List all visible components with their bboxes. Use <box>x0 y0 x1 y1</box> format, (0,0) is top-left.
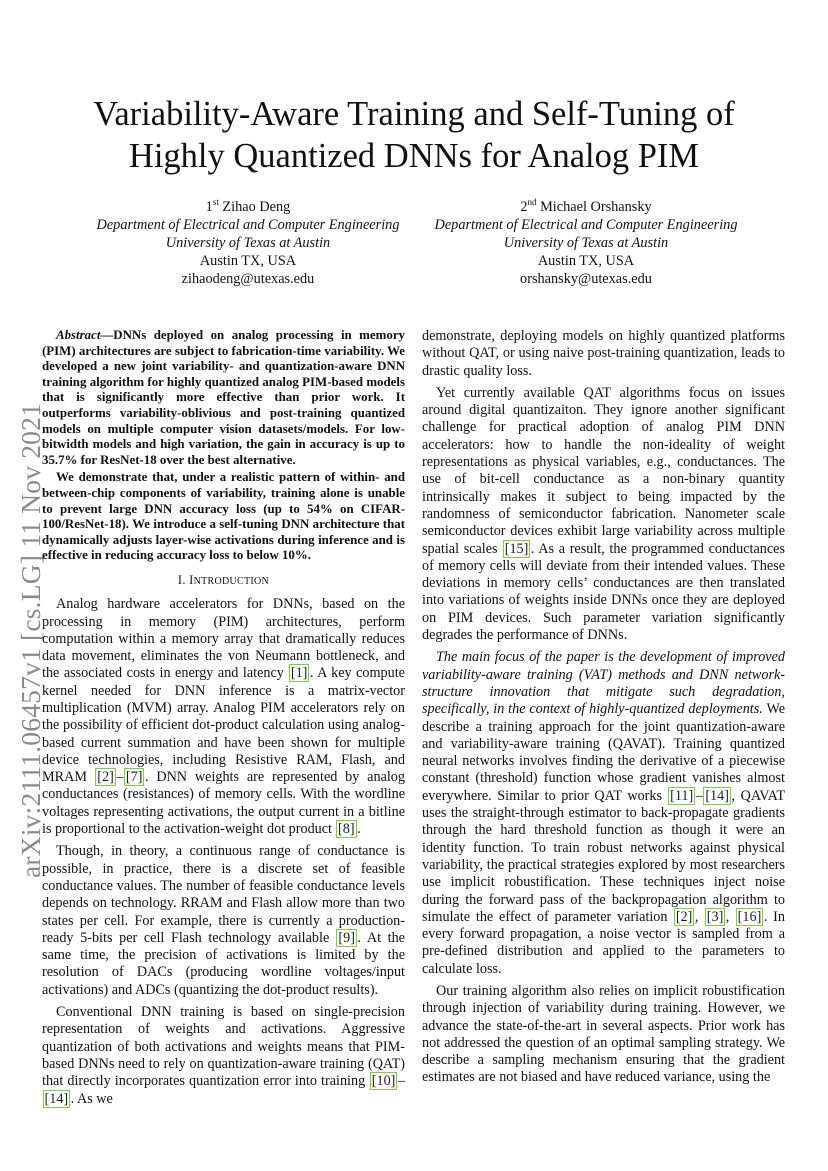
section-heading-introduction <box>42 572 405 590</box>
abstract <box>42 328 405 564</box>
citation-link[interactable]: [7] <box>125 769 143 786</box>
section-number: I. I <box>177 572 194 587</box>
author-ordinal-suffix: st <box>212 197 219 207</box>
abstract-paragraph-2: We demonstrate that, under a realistic pattern of within- and between-chip components of variability, training alone is unable to prevent large DNN accuracy loss (up to 54% on CIFAR-100/ResNet-18). We introduce a self-tuning DNN architecture that dynamically adjusts layer-wise activations during inference and is effective in reducing accuracy loss to below 10%. <box>42 470 405 563</box>
paragraph-text: – <box>397 1073 405 1090</box>
focus-continuation <box>422 701 785 976</box>
paragraph-text: , <box>725 908 736 925</box>
title-line-1: Variability-Aware Training and Self-Tuning of <box>93 95 735 133</box>
paragraph-text: Conventional DNN training is based on single-precision representation of weights and activations. Aggressive quantization of both activations and weights means that PIM-based DNNs need to rely on quantization-aware training (QAT) that directly incorporates quantization error into training <box>42 1004 405 1090</box>
author-ordinal: 2 <box>520 198 528 215</box>
paragraph-text: . In every forward propagation, a noise vector is sampled from a pre-defined distribution and applied to the parameters to calculate loss. <box>422 908 786 977</box>
citation-link[interactable]: [9] <box>338 929 355 946</box>
right-paragraph-3: Our training algorithm also relies on implicit robustification through injection of variability during training. However, we advance the state-of-the-art in several aspects. Prior work has not addressed the question of an optimal sampling strategy. We describe a sampling mechanism ensuring that the gradient estimates are not biased and have reduced variance, using the <box>422 982 785 1086</box>
paragraph-text: Though, in theory, a continuous range of conductance is possible, in practice, there is a discrete set of feasible conductance values. The number of feasible conductance levels depends on technology. RRAM and Flash allow more than two states per cell. For example, there is currently a production-ready 5-bits per cell Flash technology available <box>42 843 405 946</box>
author-name-text: Zihao Deng <box>218 198 291 215</box>
citation-link[interactable]: [3] <box>706 908 724 925</box>
citation-link[interactable]: [15] <box>504 540 529 557</box>
paragraph-text: . At the same time, the precision of activations is limited by the resolution of DACs (producing wordline voltages/input activations) and ADCs (quantizing the dot-product results). <box>42 929 405 998</box>
paragraph-text: . <box>357 821 361 838</box>
citation-link[interactable]: [10] <box>371 1073 396 1090</box>
paragraph-text: – <box>116 769 124 786</box>
right-column <box>422 328 785 1087</box>
author-city: Austin TX, USA <box>199 253 297 270</box>
citation-link[interactable]: [8] <box>338 821 355 838</box>
title-line-2: Highly Quantized DNNs for Analog PIM <box>128 137 700 175</box>
author-city: Austin TX, USA <box>537 253 635 270</box>
intro-paragraph-2 <box>42 843 405 999</box>
paragraph-text: – <box>695 787 703 804</box>
paragraph-text: . A key compute kernel needed for DNN inference is a matrix-vector multiplication (MVM) array. Analog PIM accelerators rely on the possibility of efficient dot-product calculation using analog-based current summation and have been shown for multiple device technologies, including Resistive RAM, Flash, and MRAM <box>42 665 405 786</box>
author-name-text: Michael Orshansky <box>536 198 652 215</box>
author-block-2 <box>416 193 756 288</box>
paragraph-text: . As a result, the programmed conductances of memory cells will deviate from their intended values. These deviations in memory cells’ conductances are then translated into variations of weights inside DNNs once they are deployed on PIM devices. Such parameter variation significantly degrades the performance of DNNs. <box>422 540 785 644</box>
paragraph-text: . As we <box>70 1090 113 1107</box>
author-department: Department of Electrical and Computer Engineering <box>434 216 738 233</box>
citation-link[interactable]: [1] <box>290 665 308 682</box>
citation-link[interactable]: [14] <box>44 1090 69 1107</box>
citation-link[interactable]: [16] <box>737 908 762 925</box>
right-paragraph-0: demonstrate, deploying models on highly quantized platforms without QAT, or using naive post-training quantization, leads to drastic quality loss. <box>422 328 785 379</box>
author-ordinal-suffix: nd <box>527 197 537 207</box>
abstract-paragraph-1 <box>42 328 405 468</box>
author-university: University of Texas at Austin <box>503 234 669 251</box>
author-name <box>416 193 756 216</box>
author-name <box>78 193 418 216</box>
author-university: University of Texas at Austin <box>165 234 331 251</box>
author-department: Department of Electrical and Computer Engineering <box>96 216 400 233</box>
focus-statement: The main focus of the paper is the development of improved variability-aware training (VAT) methods and DNN network-structure innovation that mitigate such degradation, specifically, in the context of highly-quantized deployments. <box>422 649 785 718</box>
paragraph-text: , <box>694 908 705 925</box>
author-email: zihaodeng@utexas.edu <box>181 271 315 288</box>
author-block-1 <box>78 193 418 288</box>
paragraph-text: , QAVAT uses the straight-through estimator to back-propagate gradients through the hard threshold function as though it were an identity function. To train robust networks against physical variability, the practical strategies explored by most researchers use implicit robustification. These techniques inject noise during the forward pass of the backpropagation algorithm to simulate the effect of parameter variation <box>422 787 785 925</box>
paper-title <box>60 93 768 177</box>
intro-paragraph-1 <box>42 596 405 838</box>
right-paragraph-2 <box>422 649 785 978</box>
citation-link[interactable]: [2] <box>675 908 693 925</box>
intro-paragraph-3 <box>42 1004 405 1108</box>
paragraph-text: We describe a training approach for the joint quantization-aware and variability-aware training (QAVAT). Training quantized neural networks involves finding the derivative of a piecewise constant (threshold) function whose gradient vanishes almost everywhere. Similar to prior QAT works <box>422 701 785 804</box>
section-name: NTRODUCTION <box>193 575 270 587</box>
author-email: orshansky@utexas.edu <box>520 271 652 288</box>
abstract-text: —DNNs deployed on analog processing in memory (PIM) architectures are subject to fabrication-time variability. We developed a new joint variability- and quantization-aware DNN training algorithm for highly quantized analog PIM-based models that is significantly more effective than prior work. It outperforms variability-oblivious and post-training quantized models on multiple computer vision datasets/models. For low-bitwidth models and high variation, the gain in accuracy is up to 35.7% for ResNet-18 over the best alternative. <box>42 328 405 467</box>
left-column <box>42 328 405 1108</box>
right-paragraph-1 <box>422 385 785 644</box>
arxiv-identifier[interactable]: arXiv:2111.06457v1 [cs.LG] 11 Nov 2021 <box>15 402 46 878</box>
abstract-label: Abstract <box>56 328 101 342</box>
citation-link[interactable]: [14] <box>705 787 729 804</box>
citation-link[interactable]: [2] <box>97 769 114 786</box>
author-ordinal: 1 <box>205 198 213 215</box>
paragraph-text: . DNN weights are represented by analog conductances (resistances) of memory cells. With the wordline voltages representing activations, the output current in a bitline is proportional to the activation-weight dot product <box>42 769 405 838</box>
paragraph-text: Analog hardware accelerators for DNNs, based on the processing in memory (PIM) architectures, perform computation within a memory array that dramatically reduces data movement, eliminates the von Neumann bottleneck, and the associated costs in energy and latency <box>42 596 405 682</box>
citation-link[interactable]: [11] <box>670 787 694 804</box>
paragraph-text: Yet currently available QAT algorithms focus on issues around digital quantizaiton. They ignore another significant challenge for practical adoption of analog PIM DNN accelerators: how to handle the non-ideality of weight representations as physical variables, e.g., conductances. The use of bit-cell conductance as a non-binary quantity intrinsically makes it subject to being impacted by the randomness of semiconductor fabrication. Nanometer scale semiconductor devices exhibit large variability across multiple spatial scales <box>422 384 785 557</box>
